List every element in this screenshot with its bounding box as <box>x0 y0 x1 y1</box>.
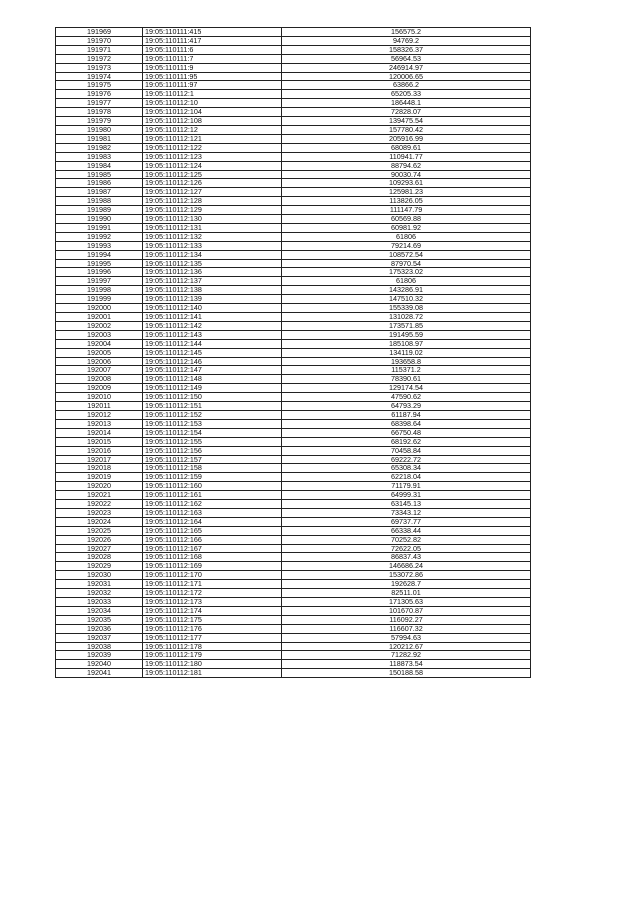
cadastral-number-cell: 19:05:110112:168 <box>143 553 282 562</box>
cadastral-number-cell: 19:05:110111:97 <box>143 81 282 90</box>
table-row <box>56 304 531 313</box>
value-cell: 101670.87 <box>282 606 531 615</box>
table-row <box>56 660 531 669</box>
value-cell: 116607.32 <box>282 624 531 633</box>
value-cell: 70252.82 <box>282 535 531 544</box>
record-id-cell: 191969 <box>56 28 143 37</box>
cadastral-number-cell: 19:05:110112:173 <box>143 598 282 607</box>
cadastral-number-cell: 19:05:110112:157 <box>143 455 282 464</box>
record-id-cell: 192025 <box>56 526 143 535</box>
record-id-cell: 192020 <box>56 482 143 491</box>
value-cell: 70458.84 <box>282 446 531 455</box>
cadastral-number-cell: 19:05:110112:12 <box>143 125 282 134</box>
value-cell: 108572.54 <box>282 250 531 259</box>
cadastral-number-cell: 19:05:110111:7 <box>143 54 282 63</box>
record-id-cell: 192003 <box>56 330 143 339</box>
cadastral-number-cell: 19:05:110112:123 <box>143 152 282 161</box>
value-cell: 156575.2 <box>282 28 531 37</box>
value-cell: 111147.79 <box>282 206 531 215</box>
table-row <box>56 428 531 437</box>
record-id-cell: 192028 <box>56 553 143 562</box>
record-id-cell: 191987 <box>56 188 143 197</box>
cadastral-number-cell: 19:05:110112:127 <box>143 188 282 197</box>
record-id-cell: 192015 <box>56 437 143 446</box>
table-row <box>56 580 531 589</box>
record-id-cell: 192036 <box>56 624 143 633</box>
table-row <box>56 553 531 562</box>
table-row <box>56 419 531 428</box>
table-row <box>56 606 531 615</box>
cadastral-number-cell: 19:05:110111:6 <box>143 45 282 54</box>
record-id-cell: 191979 <box>56 117 143 126</box>
record-id-cell: 192006 <box>56 357 143 366</box>
table-row <box>56 72 531 81</box>
value-cell: 61187.94 <box>282 410 531 419</box>
cadastral-number-cell: 19:05:110112:166 <box>143 535 282 544</box>
record-id-cell: 192016 <box>56 446 143 455</box>
record-id-cell: 191986 <box>56 179 143 188</box>
record-id-cell: 191997 <box>56 277 143 286</box>
table-row <box>56 491 531 500</box>
record-id-cell: 192005 <box>56 348 143 357</box>
value-cell: 113826.05 <box>282 197 531 206</box>
record-id-cell: 191977 <box>56 99 143 108</box>
record-id-cell: 192008 <box>56 375 143 384</box>
table-row <box>56 268 531 277</box>
value-cell: 158326.37 <box>282 45 531 54</box>
table-row <box>56 134 531 143</box>
value-cell: 205916.99 <box>282 134 531 143</box>
table-row <box>56 81 531 90</box>
value-cell: 134119.02 <box>282 348 531 357</box>
cadastral-number-cell: 19:05:110112:140 <box>143 304 282 313</box>
value-cell: 79214.69 <box>282 241 531 250</box>
record-id-cell: 191990 <box>56 215 143 224</box>
table-row <box>56 624 531 633</box>
table-row <box>56 642 531 651</box>
record-id-cell: 192029 <box>56 562 143 571</box>
value-cell: 109293.61 <box>282 179 531 188</box>
table-row <box>56 295 531 304</box>
record-id-cell: 191976 <box>56 90 143 99</box>
value-cell: 69222.72 <box>282 455 531 464</box>
table-row <box>56 45 531 54</box>
value-cell: 157780.42 <box>282 125 531 134</box>
value-cell: 120212.67 <box>282 642 531 651</box>
value-cell: 129174.54 <box>282 384 531 393</box>
record-id-cell: 192041 <box>56 669 143 678</box>
cadastral-number-cell: 19:05:110111:9 <box>143 63 282 72</box>
record-id-cell: 191978 <box>56 108 143 117</box>
value-cell: 110941.77 <box>282 152 531 161</box>
record-id-cell: 192000 <box>56 304 143 313</box>
table-row <box>56 633 531 642</box>
value-cell: 143286.91 <box>282 286 531 295</box>
cadastral-number-cell: 19:05:110112:136 <box>143 268 282 277</box>
value-cell: 153072.86 <box>282 571 531 580</box>
record-id-cell: 192030 <box>56 571 143 580</box>
value-cell: 62218.04 <box>282 473 531 482</box>
table-row <box>56 188 531 197</box>
data-table <box>55 27 531 678</box>
cadastral-number-cell: 19:05:110112:171 <box>143 580 282 589</box>
table-row <box>56 348 531 357</box>
record-id-cell: 191989 <box>56 206 143 215</box>
table-body <box>56 28 531 678</box>
value-cell: 71179.91 <box>282 482 531 491</box>
cadastral-number-cell: 19:05:110112:167 <box>143 544 282 553</box>
record-id-cell: 192038 <box>56 642 143 651</box>
table-row <box>56 500 531 509</box>
value-cell: 64793.29 <box>282 402 531 411</box>
cadastral-number-cell: 19:05:110112:132 <box>143 232 282 241</box>
cadastral-number-cell: 19:05:110112:129 <box>143 206 282 215</box>
cadastral-number-cell: 19:05:110112:164 <box>143 517 282 526</box>
cadastral-number-cell: 19:05:110112:151 <box>143 402 282 411</box>
table-row <box>56 464 531 473</box>
table-row <box>56 215 531 224</box>
record-id-cell: 191975 <box>56 81 143 90</box>
table-row <box>56 535 531 544</box>
value-cell: 56964.53 <box>282 54 531 63</box>
value-cell: 87970.54 <box>282 259 531 268</box>
cadastral-number-cell: 19:05:110112:147 <box>143 366 282 375</box>
record-id-cell: 192039 <box>56 651 143 660</box>
table-row <box>56 99 531 108</box>
cadastral-number-cell: 19:05:110112:126 <box>143 179 282 188</box>
record-id-cell: 191984 <box>56 161 143 170</box>
table-row <box>56 393 531 402</box>
table-row <box>56 410 531 419</box>
value-cell: 66338.44 <box>282 526 531 535</box>
record-id-cell: 192018 <box>56 464 143 473</box>
cadastral-number-cell: 19:05:110111:417 <box>143 36 282 45</box>
value-cell: 150188.58 <box>282 669 531 678</box>
table-row <box>56 117 531 126</box>
record-id-cell: 192019 <box>56 473 143 482</box>
value-cell: 116092.27 <box>282 615 531 624</box>
cadastral-number-cell: 19:05:110112:165 <box>143 526 282 535</box>
record-id-cell: 191999 <box>56 295 143 304</box>
record-id-cell: 192024 <box>56 517 143 526</box>
record-id-cell: 191973 <box>56 63 143 72</box>
record-id-cell: 191998 <box>56 286 143 295</box>
table-row <box>56 589 531 598</box>
value-cell: 71282.92 <box>282 651 531 660</box>
table-row <box>56 108 531 117</box>
cadastral-number-cell: 19:05:110112:124 <box>143 161 282 170</box>
cadastral-number-cell: 19:05:110112:122 <box>143 143 282 152</box>
value-cell: 193658.8 <box>282 357 531 366</box>
record-id-cell: 192017 <box>56 455 143 464</box>
table-row <box>56 517 531 526</box>
table-row <box>56 170 531 179</box>
record-id-cell: 191995 <box>56 259 143 268</box>
value-cell: 192628.7 <box>282 580 531 589</box>
cadastral-number-cell: 19:05:110111:95 <box>143 72 282 81</box>
value-cell: 61806 <box>282 277 531 286</box>
table-row <box>56 384 531 393</box>
record-id-cell: 191994 <box>56 250 143 259</box>
table-row <box>56 375 531 384</box>
value-cell: 86837.43 <box>282 553 531 562</box>
cadastral-number-cell: 19:05:110112:177 <box>143 633 282 642</box>
value-cell: 90030.74 <box>282 170 531 179</box>
table-row <box>56 562 531 571</box>
record-id-cell: 192032 <box>56 589 143 598</box>
value-cell: 185108.97 <box>282 339 531 348</box>
cadastral-number-cell: 19:05:110112:169 <box>143 562 282 571</box>
value-cell: 139475.54 <box>282 117 531 126</box>
value-cell: 66750.48 <box>282 428 531 437</box>
value-cell: 68192.62 <box>282 437 531 446</box>
value-cell: 63145.13 <box>282 500 531 509</box>
value-cell: 60569.88 <box>282 215 531 224</box>
cadastral-number-cell: 19:05:110112:172 <box>143 589 282 598</box>
value-cell: 146686.24 <box>282 562 531 571</box>
table-row <box>56 571 531 580</box>
cadastral-number-cell: 19:05:110112:158 <box>143 464 282 473</box>
record-id-cell: 191996 <box>56 268 143 277</box>
cadastral-number-cell: 19:05:110112:133 <box>143 241 282 250</box>
table-row <box>56 669 531 678</box>
cadastral-number-cell: 19:05:110112:156 <box>143 446 282 455</box>
cadastral-number-cell: 19:05:110112:131 <box>143 223 282 232</box>
cadastral-number-cell: 19:05:110112:181 <box>143 669 282 678</box>
record-id-cell: 191985 <box>56 170 143 179</box>
table-row <box>56 321 531 330</box>
record-id-cell: 192002 <box>56 321 143 330</box>
cadastral-number-cell: 19:05:110112:178 <box>143 642 282 651</box>
value-cell: 191495.59 <box>282 330 531 339</box>
record-id-cell: 191991 <box>56 223 143 232</box>
cadastral-number-cell: 19:05:110112:154 <box>143 428 282 437</box>
cadastral-number-cell: 19:05:110112:160 <box>143 482 282 491</box>
value-cell: 94769.2 <box>282 36 531 45</box>
value-cell: 68089.61 <box>282 143 531 152</box>
table-row <box>56 402 531 411</box>
cadastral-number-cell: 19:05:110112:175 <box>143 615 282 624</box>
value-cell: 65205.33 <box>282 90 531 99</box>
record-id-cell: 192023 <box>56 508 143 517</box>
cadastral-number-cell: 19:05:110112:137 <box>143 277 282 286</box>
record-id-cell: 191988 <box>56 197 143 206</box>
table-row <box>56 143 531 152</box>
value-cell: 118873.54 <box>282 660 531 669</box>
cadastral-number-cell: 19:05:110112:150 <box>143 393 282 402</box>
table-row <box>56 651 531 660</box>
table-row <box>56 232 531 241</box>
table-row <box>56 330 531 339</box>
record-id-cell: 192040 <box>56 660 143 669</box>
record-id-cell: 192001 <box>56 313 143 322</box>
cadastral-number-cell: 19:05:110112:121 <box>143 134 282 143</box>
cadastral-number-cell: 19:05:110112:104 <box>143 108 282 117</box>
value-cell: 64999.31 <box>282 491 531 500</box>
cadastral-number-cell: 19:05:110112:176 <box>143 624 282 633</box>
value-cell: 57994.63 <box>282 633 531 642</box>
record-id-cell: 192027 <box>56 544 143 553</box>
table-row <box>56 197 531 206</box>
table-row <box>56 250 531 259</box>
cadastral-number-cell: 19:05:110112:10 <box>143 99 282 108</box>
table-row <box>56 36 531 45</box>
record-id-cell: 192011 <box>56 402 143 411</box>
value-cell: 115371.2 <box>282 366 531 375</box>
table-row <box>56 482 531 491</box>
cadastral-number-cell: 19:05:110112:135 <box>143 259 282 268</box>
value-cell: 173571.85 <box>282 321 531 330</box>
table-row <box>56 179 531 188</box>
value-cell: 88794.62 <box>282 161 531 170</box>
record-id-cell: 191974 <box>56 72 143 81</box>
cadastral-number-cell: 19:05:110112:179 <box>143 651 282 660</box>
cadastral-number-cell: 19:05:110112:125 <box>143 170 282 179</box>
record-id-cell: 192012 <box>56 410 143 419</box>
table-row <box>56 339 531 348</box>
record-id-cell: 192034 <box>56 606 143 615</box>
table-row <box>56 446 531 455</box>
record-id-cell: 192026 <box>56 535 143 544</box>
value-cell: 125981.23 <box>282 188 531 197</box>
value-cell: 61806 <box>282 232 531 241</box>
table-row <box>56 357 531 366</box>
record-id-cell: 192013 <box>56 419 143 428</box>
record-id-cell: 191992 <box>56 232 143 241</box>
record-id-cell: 191970 <box>56 36 143 45</box>
record-id-cell: 192014 <box>56 428 143 437</box>
cadastral-number-cell: 19:05:110112:180 <box>143 660 282 669</box>
table-row <box>56 241 531 250</box>
record-id-cell: 192035 <box>56 615 143 624</box>
record-id-cell: 192010 <box>56 393 143 402</box>
record-id-cell: 192037 <box>56 633 143 642</box>
cadastral-number-cell: 19:05:110112:1 <box>143 90 282 99</box>
cadastral-number-cell: 19:05:110112:163 <box>143 508 282 517</box>
table-row <box>56 90 531 99</box>
table-row <box>56 206 531 215</box>
table-row <box>56 54 531 63</box>
record-id-cell: 191972 <box>56 54 143 63</box>
value-cell: 246914.97 <box>282 63 531 72</box>
record-id-cell: 191983 <box>56 152 143 161</box>
value-cell: 72828.07 <box>282 108 531 117</box>
table-row <box>56 366 531 375</box>
cadastral-number-cell: 19:05:110112:138 <box>143 286 282 295</box>
value-cell: 60981.92 <box>282 223 531 232</box>
cadastral-number-cell: 19:05:110112:161 <box>143 491 282 500</box>
value-cell: 69737.77 <box>282 517 531 526</box>
table-row <box>56 286 531 295</box>
cadastral-number-cell: 19:05:110112:108 <box>143 117 282 126</box>
cadastral-number-cell: 19:05:110112:159 <box>143 473 282 482</box>
value-cell: 78390.61 <box>282 375 531 384</box>
value-cell: 186448.1 <box>282 99 531 108</box>
record-id-cell: 192004 <box>56 339 143 348</box>
value-cell: 68398.64 <box>282 419 531 428</box>
table-row <box>56 313 531 322</box>
cadastral-number-cell: 19:05:110112:141 <box>143 313 282 322</box>
table-row <box>56 598 531 607</box>
table-row <box>56 152 531 161</box>
record-id-cell: 192031 <box>56 580 143 589</box>
cadastral-number-cell: 19:05:110112:144 <box>143 339 282 348</box>
cadastral-number-cell: 19:05:110112:148 <box>143 375 282 384</box>
table-row <box>56 223 531 232</box>
table-row <box>56 437 531 446</box>
cadastral-number-cell: 19:05:110112:143 <box>143 330 282 339</box>
value-cell: 82511.01 <box>282 589 531 598</box>
record-id-cell: 191993 <box>56 241 143 250</box>
cadastral-number-cell: 19:05:110112:145 <box>143 348 282 357</box>
cadastral-number-cell: 19:05:110112:152 <box>143 410 282 419</box>
record-id-cell: 191982 <box>56 143 143 152</box>
record-id-cell: 192007 <box>56 366 143 375</box>
cadastral-number-cell: 19:05:110112:142 <box>143 321 282 330</box>
value-cell: 73343.12 <box>282 508 531 517</box>
table-row <box>56 526 531 535</box>
cadastral-number-cell: 19:05:110112:128 <box>143 197 282 206</box>
table-row <box>56 508 531 517</box>
cadastral-number-cell: 19:05:110112:146 <box>143 357 282 366</box>
table-row <box>56 473 531 482</box>
record-id-cell: 192022 <box>56 500 143 509</box>
value-cell: 120006.65 <box>282 72 531 81</box>
table-row <box>56 63 531 72</box>
value-cell: 65308.34 <box>282 464 531 473</box>
cadastral-number-cell: 19:05:110112:153 <box>143 419 282 428</box>
table-row <box>56 161 531 170</box>
value-cell: 147510.32 <box>282 295 531 304</box>
record-id-cell: 192033 <box>56 598 143 607</box>
cadastral-number-cell: 19:05:110112:149 <box>143 384 282 393</box>
cadastral-number-cell: 19:05:110111:415 <box>143 28 282 37</box>
table-row <box>56 455 531 464</box>
cadastral-number-cell: 19:05:110112:134 <box>143 250 282 259</box>
table-row <box>56 277 531 286</box>
cadastral-number-cell: 19:05:110112:155 <box>143 437 282 446</box>
cadastral-number-cell: 19:05:110112:139 <box>143 295 282 304</box>
value-cell: 47590.62 <box>282 393 531 402</box>
table-row <box>56 259 531 268</box>
table-row <box>56 125 531 134</box>
value-cell: 72622.05 <box>282 544 531 553</box>
cadastral-number-cell: 19:05:110112:174 <box>143 606 282 615</box>
value-cell: 171305.63 <box>282 598 531 607</box>
value-cell: 131028.72 <box>282 313 531 322</box>
value-cell: 155339.08 <box>282 304 531 313</box>
record-id-cell: 191971 <box>56 45 143 54</box>
value-cell: 175323.02 <box>282 268 531 277</box>
record-id-cell: 191980 <box>56 125 143 134</box>
record-id-cell: 191981 <box>56 134 143 143</box>
cadastral-number-cell: 19:05:110112:170 <box>143 571 282 580</box>
table-row <box>56 28 531 37</box>
value-cell: 63866.2 <box>282 81 531 90</box>
cadastral-number-cell: 19:05:110112:162 <box>143 500 282 509</box>
table-row <box>56 615 531 624</box>
record-id-cell: 192009 <box>56 384 143 393</box>
table-row <box>56 544 531 553</box>
cadastral-number-cell: 19:05:110112:130 <box>143 215 282 224</box>
record-id-cell: 192021 <box>56 491 143 500</box>
